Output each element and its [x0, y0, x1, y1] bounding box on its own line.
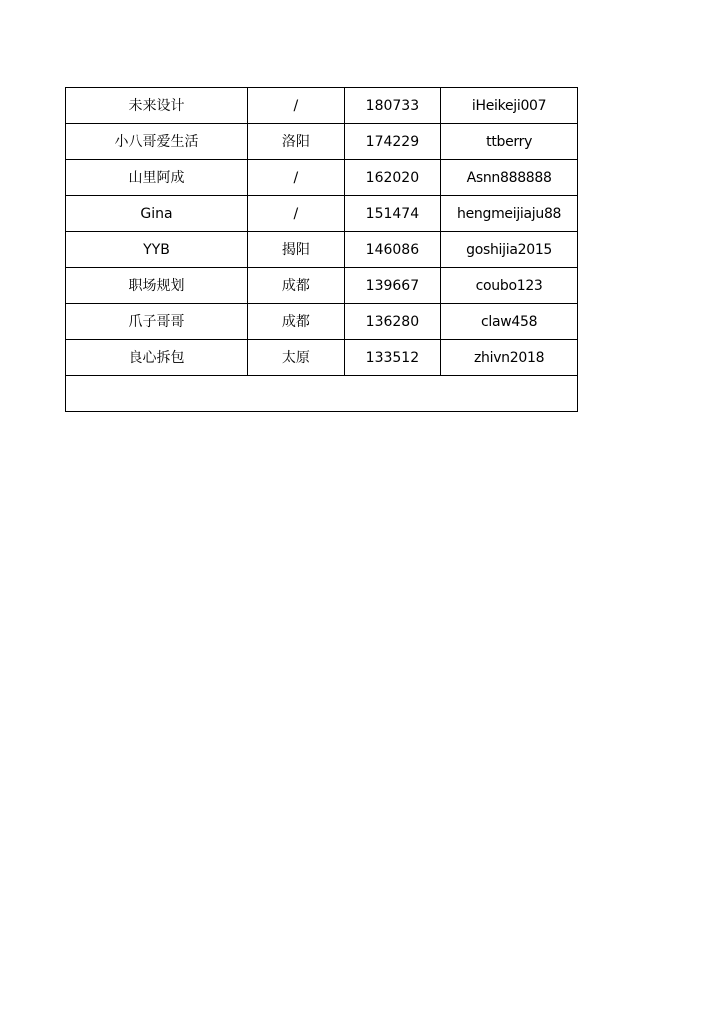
table-row	[66, 196, 578, 232]
cell-number: 151474	[344, 196, 441, 232]
table-row	[66, 304, 578, 340]
cell-city: /	[248, 160, 345, 196]
cell-account: coubo123	[441, 268, 578, 304]
table-body	[66, 88, 578, 412]
cell-city: /	[248, 88, 345, 124]
cell-city: 成都	[248, 268, 345, 304]
table-row	[66, 124, 578, 160]
cell-account: claw458	[441, 304, 578, 340]
table-row	[66, 160, 578, 196]
cell-account: hengmeijiaju88	[441, 196, 578, 232]
cell-account: Asnn888888	[441, 160, 578, 196]
cell-city: 成都	[248, 304, 345, 340]
cell-number: 174229	[344, 124, 441, 160]
cell-account: goshijia2015	[441, 232, 578, 268]
table-row	[66, 88, 578, 124]
cell-city: 洛阳	[248, 124, 345, 160]
table-row	[66, 232, 578, 268]
cell-name: 爪子哥哥	[66, 304, 248, 340]
cell-number: 146086	[344, 232, 441, 268]
cell-number: 162020	[344, 160, 441, 196]
cell-name: 职场规划	[66, 268, 248, 304]
cell-account: ttberry	[441, 124, 578, 160]
cell-city: 太原	[248, 340, 345, 376]
cell-number: 139667	[344, 268, 441, 304]
cell-city: /	[248, 196, 345, 232]
cell-name: 未来设计	[66, 88, 248, 124]
cell-number: 133512	[344, 340, 441, 376]
empty-merged-cell	[66, 376, 578, 412]
cell-account: iHeikeji007	[441, 88, 578, 124]
cell-city: 揭阳	[248, 232, 345, 268]
empty-table-row	[66, 376, 578, 412]
cell-name: 良心拆包	[66, 340, 248, 376]
cell-name: YYB	[66, 232, 248, 268]
cell-name: 小八哥爱生活	[66, 124, 248, 160]
cell-name: Gina	[66, 196, 248, 232]
cell-number: 180733	[344, 88, 441, 124]
table-row	[66, 340, 578, 376]
cell-number: 136280	[344, 304, 441, 340]
cell-name: 山里阿成	[66, 160, 248, 196]
table-row	[66, 268, 578, 304]
cell-account: zhivn2018	[441, 340, 578, 376]
data-table	[65, 87, 578, 412]
